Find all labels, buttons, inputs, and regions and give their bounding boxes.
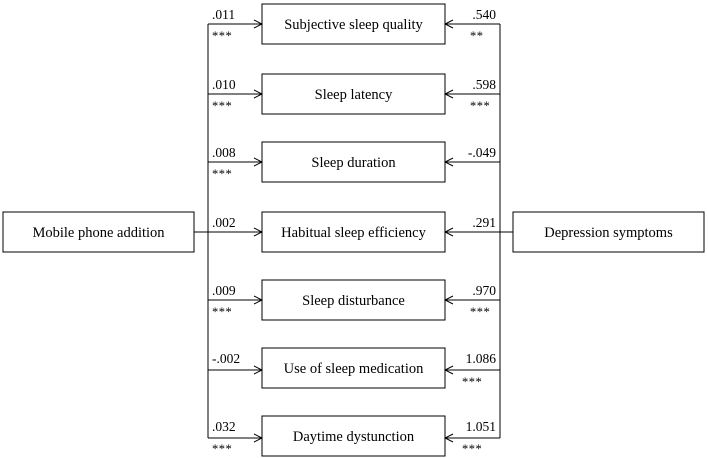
- left-significance: ***: [212, 442, 233, 456]
- left-coefficient: .011: [212, 7, 236, 22]
- outcome-row-2: [208, 74, 500, 114]
- right-coefficient: .598: [472, 77, 496, 92]
- outcome-label: Daytime dystunction: [292, 429, 415, 445]
- left-significance: ***: [212, 305, 233, 319]
- outcome-label: Sleep duration: [311, 155, 396, 171]
- right-significance: ***: [462, 442, 483, 456]
- outcome-row-6: [208, 348, 500, 389]
- right-coefficient: -.049: [467, 145, 496, 160]
- right-significance: ***: [470, 305, 491, 319]
- right-significance: ***: [470, 99, 491, 113]
- outcome-label: Habitual sleep efficiency: [281, 225, 426, 241]
- outcome-label: Sleep latency: [314, 87, 393, 103]
- left-coefficient: .002: [212, 215, 236, 230]
- covariate-label: Depression symptoms: [544, 225, 673, 241]
- left-coefficient: -.002: [212, 351, 241, 366]
- left-coefficient: .009: [212, 283, 236, 298]
- outcome-row-5: [208, 280, 500, 320]
- predictor-label: Mobile phone addition: [32, 225, 165, 241]
- right-coefficient: .291: [472, 215, 496, 230]
- right-significance: **: [470, 29, 484, 43]
- left-coefficient: .032: [212, 419, 236, 434]
- right-coefficient: .540: [472, 7, 496, 22]
- covariate-node: [513, 212, 704, 252]
- left-coefficient: .010: [212, 77, 236, 92]
- outcome-row-1: [208, 4, 500, 44]
- predictor-node: [3, 212, 194, 252]
- outcome-row-3: [208, 142, 500, 182]
- left-significance: ***: [212, 99, 233, 113]
- right-significance: ***: [462, 375, 483, 389]
- outcome-label: Sleep disturbance: [302, 293, 405, 309]
- right-coefficient: 1.086: [465, 351, 496, 366]
- outcome-row-7: [208, 416, 500, 456]
- left-significance: ***: [212, 167, 233, 181]
- right-coefficient: 1.051: [465, 419, 496, 434]
- right-coefficient: .970: [472, 283, 496, 298]
- outcome-label: Subjective sleep quality: [284, 17, 423, 33]
- outcome-label: Use of sleep medication: [283, 361, 424, 377]
- left-significance: ***: [212, 29, 233, 43]
- left-coefficient: .008: [212, 145, 236, 160]
- outcome-row-4: [208, 212, 500, 252]
